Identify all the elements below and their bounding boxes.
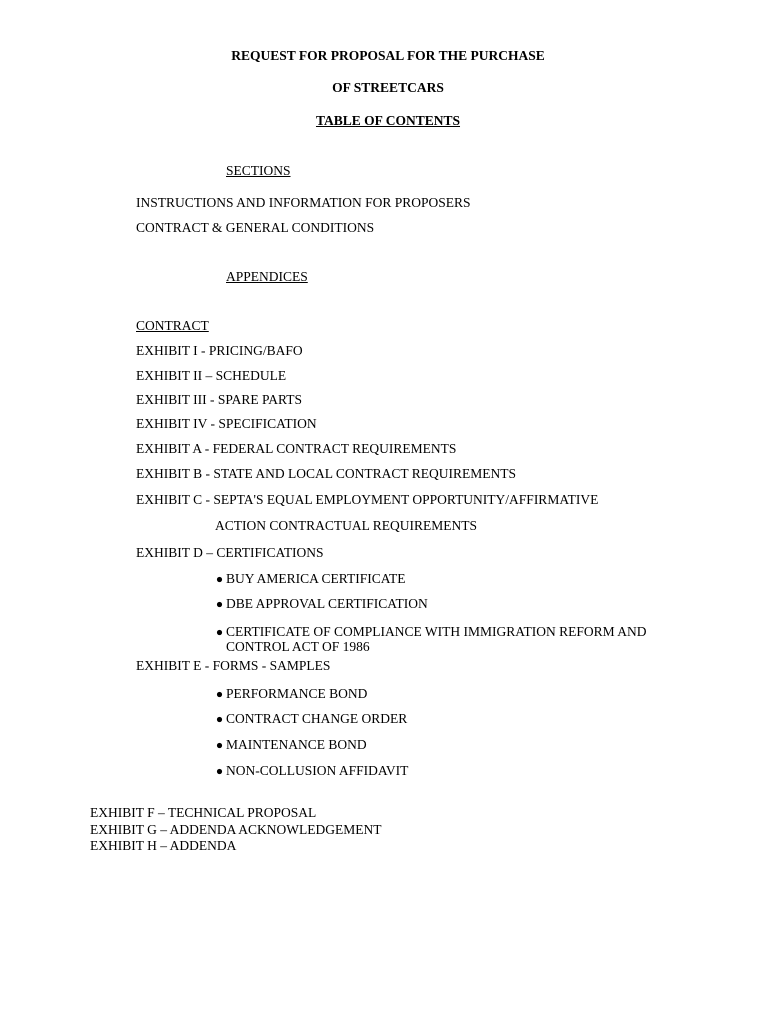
section-item-contract-conditions: CONTRACT & GENERAL CONDITIONS bbox=[136, 220, 375, 235]
bullet-icon bbox=[216, 742, 223, 749]
bullet-icon bbox=[216, 629, 223, 636]
appendix-contract: CONTRACT bbox=[136, 318, 209, 333]
exhibit-a: EXHIBIT A - FEDERAL CONTRACT REQUIREMENTS bbox=[136, 441, 457, 456]
list-item-buy-america: BUY AMERICA CERTIFICATE bbox=[226, 571, 406, 586]
sections-heading: SECTIONS bbox=[226, 163, 291, 178]
document-title-line-1: REQUEST FOR PROPOSAL FOR THE PURCHASE bbox=[231, 48, 545, 63]
exhibit-ii: EXHIBIT II – SCHEDULE bbox=[136, 368, 287, 383]
bullet-icon bbox=[216, 576, 223, 583]
list-item-change-order: CONTRACT CHANGE ORDER bbox=[226, 711, 408, 726]
list-item-maintenance-bond: MAINTENANCE BOND bbox=[226, 737, 367, 752]
exhibit-h: EXHIBIT H – ADDENDA bbox=[90, 838, 237, 853]
exhibit-c-line-1: EXHIBIT C - SEPTA'S EQUAL EMPLOYMENT OPPORTUNITY/AFFIRMATIVE bbox=[136, 492, 599, 507]
list-item-immigration-compliance-cont: CONTROL ACT OF 1986 bbox=[226, 639, 370, 654]
exhibit-i: EXHIBIT I - PRICING/BAFO bbox=[136, 343, 303, 358]
list-item-dbe-approval: DBE APPROVAL CERTIFICATION bbox=[226, 596, 428, 611]
list-item-immigration-compliance: CERTIFICATE OF COMPLIANCE WITH IMMIGRATION REFORM AND bbox=[226, 624, 647, 639]
document-title-line-2: OF STREETCARS bbox=[332, 80, 444, 95]
bullet-icon bbox=[216, 716, 223, 723]
toc-heading: TABLE OF CONTENTS bbox=[315, 113, 461, 128]
exhibit-d: EXHIBIT D – CERTIFICATIONS bbox=[136, 545, 324, 560]
exhibit-iv: EXHIBIT IV - SPECIFICATION bbox=[136, 416, 317, 431]
bullet-icon bbox=[216, 691, 223, 698]
bullet-icon bbox=[216, 601, 223, 608]
exhibit-c-line-2: ACTION CONTRACTUAL REQUIREMENTS bbox=[215, 518, 477, 533]
section-item-instructions: INSTRUCTIONS AND INFORMATION FOR PROPOSERS bbox=[136, 195, 471, 210]
bullet-icon bbox=[216, 768, 223, 775]
appendices-heading: APPENDICES bbox=[226, 269, 308, 284]
exhibit-e: EXHIBIT E - FORMS - SAMPLES bbox=[136, 658, 331, 673]
list-item-non-collusion: NON-COLLUSION AFFIDAVIT bbox=[226, 763, 409, 778]
list-item-performance-bond: PERFORMANCE BOND bbox=[226, 686, 368, 701]
exhibit-g: EXHIBIT G – ADDENDA ACKNOWLEDGEMENT bbox=[90, 822, 382, 837]
exhibit-iii: EXHIBIT III - SPARE PARTS bbox=[136, 392, 302, 407]
exhibit-f: EXHIBIT F – TECHNICAL PROPOSAL bbox=[90, 805, 317, 820]
exhibit-b: EXHIBIT B - STATE AND LOCAL CONTRACT REQUIREMENTS bbox=[136, 466, 517, 481]
